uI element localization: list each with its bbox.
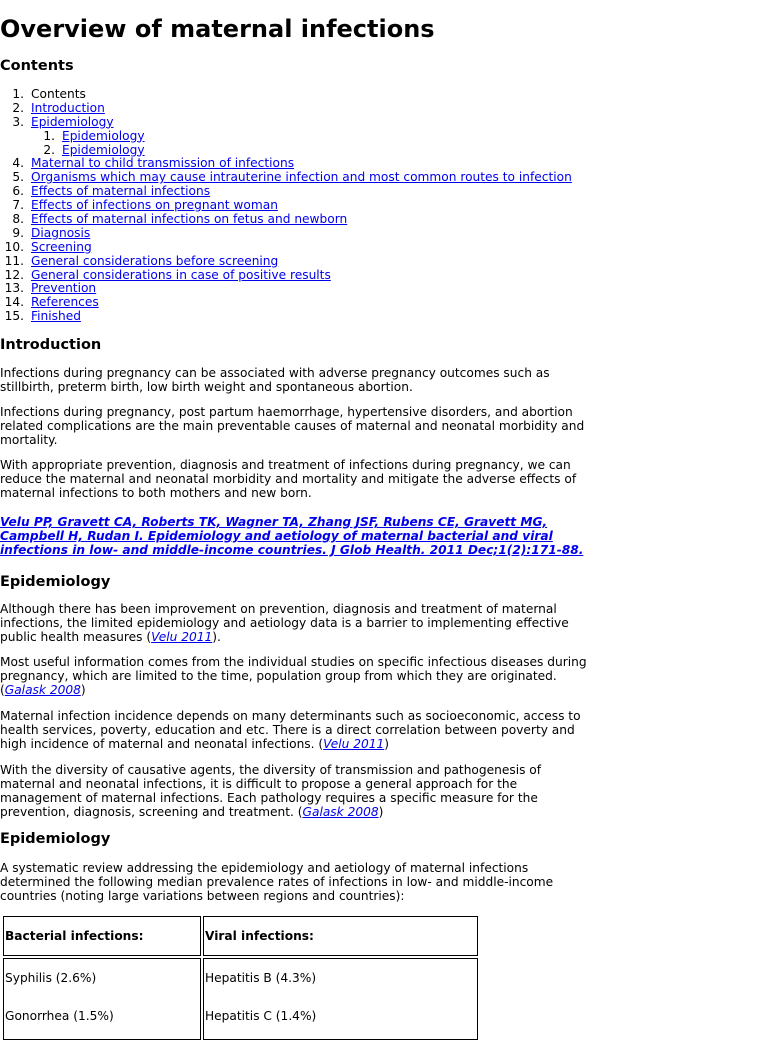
- toc-item-number: 10.: [4, 239, 24, 254]
- table-row: [3, 958, 478, 1040]
- epidemiology-heading-2: Epidemiology: [0, 831, 111, 847]
- toc-item-number: 9.: [12, 225, 24, 240]
- table-header-row: [3, 916, 478, 956]
- toc-item[interactable]: [0, 115, 700, 129]
- table-header-viral: Viral infections:: [203, 916, 478, 956]
- toc-link[interactable]: Effects of maternal infections: [31, 184, 211, 199]
- list-item: Hepatitis C (1.4%): [205, 1009, 317, 1023]
- toc-item: [0, 87, 700, 101]
- toc-link[interactable]: Effects of maternal infections on fetus and newborn: [31, 212, 348, 227]
- toc-item-number: 1.: [43, 128, 55, 143]
- toc-item[interactable]: [0, 240, 700, 254]
- epi-paragraph-4: [0, 763, 560, 819]
- epi-paragraph-1: [0, 602, 590, 644]
- list-item: Gonorrhea (1.5%): [5, 1009, 114, 1023]
- toc-link[interactable]: Epidemiology: [31, 114, 114, 129]
- epi-paragraph-3: [0, 709, 595, 751]
- citation-link[interactable]: Galask 2008: [302, 805, 379, 819]
- toc-link[interactable]: Introduction: [31, 100, 105, 115]
- toc-item-number: 6.: [12, 184, 24, 199]
- toc-link[interactable]: Finished: [31, 309, 81, 324]
- toc-item-number: 13.: [4, 281, 24, 296]
- bacterial-cell: [3, 958, 201, 1040]
- toc-item-number: 2.: [43, 142, 55, 157]
- intro-paragraph-1: Infections during pregnancy can be associated with adverse pregnancy outcomes such as stillbirth, preterm birth, low birth weight and spontaneous abortion.: [0, 366, 550, 394]
- infection-prevalence-table: [1, 914, 480, 1042]
- citation-link[interactable]: Galask 2008: [4, 683, 81, 697]
- reference-paragraph: [0, 515, 600, 557]
- table-of-contents: [0, 87, 700, 323]
- intro-paragraph-2: Infections during pregnancy, post partum haemorrhage, hypertensive disorders, and abortion related complications are the main preventable causes of maternal and neonatal morbidity and mortality.: [0, 405, 585, 447]
- epi-p1-end: ).: [212, 630, 221, 644]
- toc-item[interactable]: [0, 268, 700, 282]
- epidemiology-heading-1: Epidemiology: [0, 574, 111, 590]
- toc-item-number: 8.: [12, 212, 24, 227]
- toc-item[interactable]: [0, 212, 700, 226]
- toc-item[interactable]: [0, 309, 700, 323]
- toc-item[interactable]: [0, 184, 700, 198]
- toc-item[interactable]: [0, 254, 700, 268]
- epi-paragraph-2: [0, 655, 600, 697]
- reference-link[interactable]: Velu PP, Gravett CA, Roberts TK, Wagner TA, Zhang JSF, Rubens CE, Gravett MG, Campbell H, Rudan I. Epidemiology and aetiology of maternal bacterial and viral infections in low- and middle-income countries. J Glob Health. 2011 Dec;1(2):171-88.: [0, 515, 584, 557]
- toc-item-number: 3.: [12, 114, 24, 129]
- toc-link[interactable]: General considerations before screening: [31, 253, 279, 268]
- toc-item[interactable]: [0, 281, 700, 295]
- toc-item[interactable]: [0, 226, 700, 240]
- toc-link[interactable]: Epidemiology: [62, 128, 145, 143]
- citation-link[interactable]: Velu 2011: [323, 737, 385, 751]
- toc-item[interactable]: [0, 170, 700, 184]
- toc-link[interactable]: Effects of infections on pregnant woman: [31, 198, 278, 213]
- toc-item-number: 5.: [12, 170, 24, 185]
- toc-label: Contents: [31, 87, 86, 101]
- toc-item[interactable]: [0, 156, 700, 170]
- toc-item[interactable]: [0, 129, 700, 143]
- toc-link[interactable]: Diagnosis: [31, 225, 91, 240]
- toc-link[interactable]: Epidemiology: [62, 142, 145, 157]
- toc-item-number: 1.: [12, 87, 24, 101]
- toc-item-number: 14.: [4, 295, 24, 310]
- epi-p2-text: Most useful information comes from the individual studies on specific infectious diseases during pregnancy, which are limited to the time, population group from which they are originated.(: [0, 655, 587, 697]
- toc-link[interactable]: Organisms which may cause intrauterine infection and most common routes to infection: [31, 170, 572, 185]
- toc-item-number: 15.: [4, 309, 24, 324]
- epi-p2-end: ): [80, 683, 86, 697]
- list-item: Hepatitis B (4.3%): [205, 971, 317, 985]
- table-header-bacterial: Bacterial infections:: [3, 916, 201, 956]
- toc-item-number: 12.: [4, 267, 24, 282]
- toc-link[interactable]: Screening: [31, 239, 92, 254]
- contents-heading: Contents: [0, 58, 74, 74]
- list-item: Syphilis (2.6%): [5, 971, 97, 985]
- viral-cell: [203, 958, 478, 1040]
- toc-item-number: 11.: [4, 253, 24, 268]
- epi-p3-end: ): [384, 737, 390, 751]
- toc-item-number: 7.: [12, 198, 24, 213]
- epi-p1-text: Although there has been improvement on prevention, diagnosis and treatment of maternal infections, the limited epidemiology and aetiology data is a barrier to implementing effective public health measures (: [0, 602, 569, 644]
- toc-item[interactable]: [0, 101, 700, 115]
- toc-item[interactable]: [0, 143, 700, 157]
- introduction-heading: Introduction: [0, 337, 102, 353]
- epi2-paragraph-1: A systematic review addressing the epidemiology and aetiology of maternal infections determined the following median prevalence rates of infections in low- and middle-income countries (noting large variations between regions and countries):: [0, 861, 554, 903]
- toc-link[interactable]: Prevention: [31, 281, 97, 296]
- toc-item[interactable]: [0, 198, 700, 212]
- toc-link[interactable]: References: [31, 295, 99, 310]
- toc-item[interactable]: [0, 295, 700, 309]
- toc-item-number: 2.: [12, 100, 24, 115]
- epi-p4-text: With the diversity of causative agents, the diversity of transmission and pathogenesis of maternal and neonatal infections, it is difficult to propose a general approach for the management of maternal infections. Each pathology requires a specific measure for the prevention, diagnosis, screening and treatment. (: [0, 763, 542, 819]
- toc-link[interactable]: General considerations in case of positive results: [31, 267, 331, 282]
- epi-p4-end: ): [378, 805, 384, 819]
- citation-link[interactable]: Velu 2011: [151, 630, 213, 644]
- page-title: Overview of maternal infections: [0, 15, 435, 43]
- epi-p3-text: Maternal infection incidence depends on many determinants such as socioeconomic, access to health services, poverty, education and etc. There is a direct correlation between poverty and high incidence of maternal and neonatal infections. (: [0, 709, 581, 751]
- toc-link[interactable]: Maternal to child transmission of infections: [31, 156, 295, 171]
- intro-paragraph-3: With appropriate prevention, diagnosis and treatment of infections during pregnancy, we can reduce the maternal and neonatal morbidity and mortality and mitigate the adverse effects of maternal infections to both mothers and new born.: [0, 458, 577, 500]
- toc-item-number: 4.: [12, 156, 24, 171]
